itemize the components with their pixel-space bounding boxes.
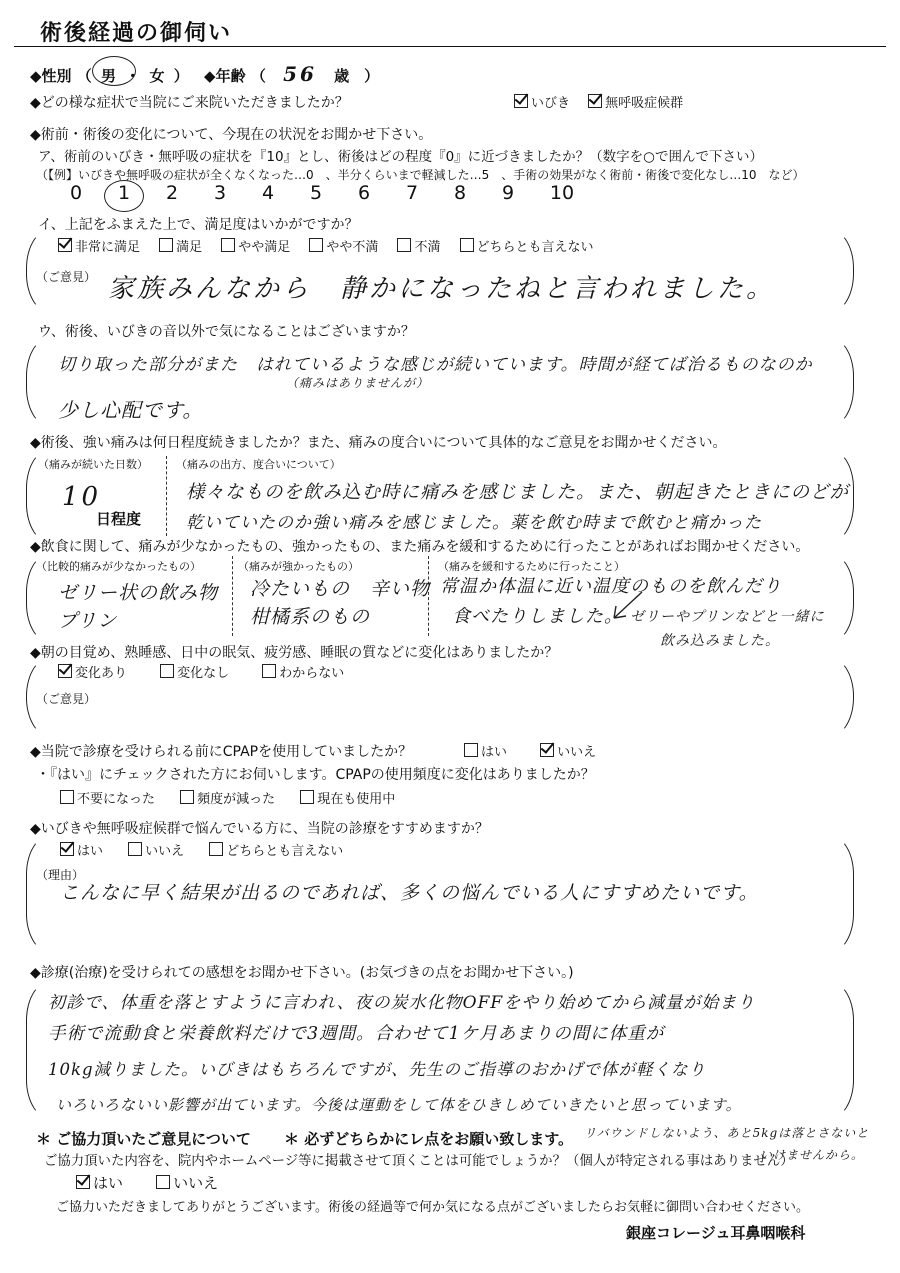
checkbox-icon bbox=[58, 664, 72, 678]
scale-8[interactable]: 8 bbox=[453, 182, 467, 204]
reason-text[interactable]: こんなに早く結果が出るのであれば、多くの悩んでいる人にすすめたいです。 bbox=[60, 882, 759, 904]
option-consent-yes[interactable]: はい bbox=[76, 1172, 123, 1193]
food-strong-line-2[interactable]: 柑橘系のもの bbox=[250, 606, 371, 628]
option-still-using[interactable]: 現在も使用中 bbox=[300, 788, 395, 807]
option-apnea[interactable]: 無呼吸症候群 bbox=[588, 92, 683, 111]
option-neutral[interactable]: どちらとも言えない bbox=[460, 236, 594, 255]
sleep-options bbox=[58, 662, 358, 681]
option-reduced[interactable]: 頻度が減った bbox=[180, 788, 275, 807]
impressions-line-2[interactable]: 手術で流動食と栄養飲料だけで3週間。合わせて1ケ月あまりの間に体重が bbox=[48, 1024, 665, 1044]
impressions-extra-2[interactable]: いけませんから。 bbox=[760, 1148, 865, 1162]
checkbox-icon bbox=[60, 790, 74, 804]
concerns-line-1[interactable]: 切り取った部分がまた はれているような感じが続いています。時間が経てば治るものなのか bbox=[58, 355, 813, 375]
opinion-label: （ご意見） bbox=[36, 270, 97, 284]
age-label: ◆年齢 bbox=[204, 67, 246, 85]
food-relief-line-3[interactable]: ゼリーやプリンなどと一緒に bbox=[630, 609, 825, 625]
option-snoring[interactable]: いびき bbox=[514, 92, 570, 111]
scale-selection-circle bbox=[104, 180, 144, 212]
pain-days-label: （痛みが続いた日数） bbox=[38, 458, 148, 471]
checkbox-icon bbox=[514, 94, 528, 108]
option-cpap-yes[interactable]: はい bbox=[464, 741, 507, 760]
sleep-opinion-label: （ご意見） bbox=[36, 692, 97, 706]
recommend-options bbox=[60, 840, 357, 859]
food-less-label: （比較的痛みが少なかったもの） bbox=[36, 560, 201, 573]
checkbox-icon bbox=[300, 790, 314, 804]
recommend-question: ◆いびきや無呼吸症候群で悩んでいる方に、当院の診療をすすめますか？ bbox=[30, 821, 489, 837]
checkbox-icon bbox=[540, 743, 554, 757]
impressions-line-3[interactable]: 10kg減りました。いびきはもちろんですが、先生のご指導のおかげで体が軽くなり bbox=[48, 1060, 707, 1079]
food-relief-line-4[interactable]: 飲み込みました。 bbox=[660, 633, 780, 649]
cpap-followup: ・『はい』にチェックされた方にお伺いします。CPAPの使用頻度に変化はありましたか？ bbox=[36, 767, 595, 783]
change-example: （【例】いびきや無呼吸の症状が全くなくなった…0 、半分くらいまで軽減した…5 、手術の効果がなく術前・術後で変化なし…10 など） bbox=[36, 168, 805, 182]
checkbox-icon bbox=[460, 238, 474, 252]
food-strong-label: （痛みが強かったもの） bbox=[238, 560, 359, 573]
option-no-longer-needed[interactable]: 不要になった bbox=[60, 788, 155, 807]
food-relief-line-2[interactable]: 食べたりしました。 bbox=[452, 606, 623, 627]
pain-divider bbox=[166, 456, 167, 536]
food-divider-1 bbox=[232, 556, 233, 636]
reason-label: （理由） bbox=[36, 868, 85, 882]
opinion-text[interactable]: 家族みんなから 静かになったねと言われました。 bbox=[108, 274, 776, 304]
cpap-question: ◆当院で診療を受けられる前にCPAPを使用していましたか？ bbox=[30, 744, 413, 760]
scale-7[interactable]: 7 bbox=[405, 182, 419, 204]
option-no-change[interactable]: 変化なし bbox=[160, 662, 229, 681]
scale-0[interactable]: 0 bbox=[69, 182, 83, 204]
impressions-line-1[interactable]: 初診で、体重を落とすように言われ、夜の炭水化物OFFをやり始めてから減量が始まり bbox=[48, 993, 756, 1013]
pain-detail-line-1[interactable]: 様々なものを飲み込む時に痛みを感じました。また、朝起きたときにのどが bbox=[186, 482, 850, 503]
gender-label: ◆性別 bbox=[30, 67, 72, 85]
food-strong-line-1[interactable]: 冷たいもの 辛い物 bbox=[250, 578, 431, 600]
checkbox-icon bbox=[58, 238, 72, 252]
checkbox-icon bbox=[76, 1175, 90, 1189]
satisfaction-question: イ、上記をふまえた上で、満足度はいかがですか？ bbox=[38, 217, 359, 233]
checkbox-icon bbox=[464, 743, 478, 757]
scale-4[interactable]: 4 bbox=[261, 182, 275, 204]
pain-days-unit: 日程度 bbox=[96, 510, 142, 528]
pain-detail-line-2[interactable]: 乾いていたのか強い痛みを感じました。薬を飲む時まで飲むと痛かった bbox=[186, 513, 762, 533]
option-dissatisfied[interactable]: 不満 bbox=[397, 236, 440, 255]
checkbox-icon bbox=[309, 238, 323, 252]
checkbox-icon bbox=[180, 790, 194, 804]
profile-row: ◆性別 （ 男 ・ 女 ） ◆年齢 （ 56 歳 ） bbox=[30, 62, 380, 86]
impressions-line-4[interactable]: いろいろないい影響が出ています。今後は運動をして体をひきしめていきたいと思っています。 bbox=[56, 1096, 742, 1114]
option-cpap-no[interactable]: いいえ bbox=[540, 741, 596, 760]
checkbox-icon bbox=[221, 238, 235, 252]
impressions-question: ◆診療(治療)を受けられての感想をお聞かせ下さい。(お気づきの点をお聞かせ下さい。) bbox=[30, 965, 574, 981]
option-somewhat-satisfied[interactable]: やや満足 bbox=[221, 236, 290, 255]
scale-3[interactable]: 3 bbox=[213, 182, 227, 204]
gender-female[interactable]: 女 bbox=[149, 67, 165, 85]
consent-header-1: ＊ ご協力頂いたご意見について bbox=[36, 1130, 251, 1148]
scale-9[interactable]: 9 bbox=[501, 182, 515, 204]
checkbox-icon bbox=[209, 842, 223, 856]
concerns-question: ウ、術後、いびきの音以外で気になることはございますか？ bbox=[38, 324, 415, 340]
cpap-followup-options bbox=[60, 788, 409, 807]
option-changed[interactable]: 変化あり bbox=[58, 662, 127, 681]
option-recommend-neutral[interactable]: どちらとも言えない bbox=[209, 840, 343, 859]
pain-days-value[interactable]: 10 bbox=[62, 482, 102, 512]
consent-header-2: ＊ 必ずどちらかにレ点をお願い致します。 bbox=[284, 1130, 574, 1148]
impressions-extra-1[interactable]: リバウンドしないよう、あと5kgは落とさないと bbox=[584, 1126, 870, 1140]
scale-2[interactable]: 2 bbox=[165, 182, 179, 204]
pain-detail-label: （痛みの出方、度合いについて） bbox=[176, 458, 341, 471]
age-unit: 歳 ） bbox=[334, 67, 380, 85]
age-value[interactable]: 56 bbox=[283, 62, 317, 86]
checkbox-icon bbox=[128, 842, 142, 856]
satisfaction-options bbox=[58, 236, 608, 255]
option-recommend-no[interactable]: いいえ bbox=[128, 840, 184, 859]
scale-1[interactable]: 1 bbox=[117, 182, 131, 204]
option-recommend-yes[interactable]: はい bbox=[60, 840, 103, 859]
scale-10[interactable]: 10 bbox=[549, 182, 575, 204]
option-somewhat-dissatisfied[interactable]: やや不満 bbox=[309, 236, 378, 255]
clinic-name: 銀座コレージュ耳鼻咽喉科 bbox=[626, 1224, 806, 1242]
food-relief-line-1[interactable]: 常温か体温に近い温度のものを飲んだり bbox=[440, 576, 782, 597]
scale-5[interactable]: 5 bbox=[309, 182, 323, 204]
checkbox-icon bbox=[588, 94, 602, 108]
thanks-message: ご協力いただきましてありがとうございます。術後の経過等で何か気になる点がございましたらお気軽に御問い合わせください。 bbox=[56, 1200, 809, 1215]
food-less-line-2[interactable]: プリン bbox=[58, 610, 118, 632]
option-consent-no[interactable]: いいえ bbox=[156, 1172, 218, 1193]
food-less-line-1[interactable]: ゼリー状の飲み物 bbox=[58, 582, 219, 604]
title-divider bbox=[14, 46, 886, 47]
page-title: 術後経過の御伺い bbox=[40, 21, 233, 46]
change-question: ◆術前・術後の変化について、今現在の状況をお聞かせ下さい。 bbox=[30, 127, 433, 143]
checkbox-icon bbox=[262, 664, 276, 678]
concerns-note: （痛みはありませんが） bbox=[286, 376, 430, 390]
option-unknown[interactable]: わからない bbox=[262, 662, 344, 681]
concerns-line-2[interactable]: 少し心配です。 bbox=[58, 398, 204, 422]
consent-options bbox=[76, 1172, 232, 1193]
gender-selection-circle bbox=[92, 56, 136, 86]
sleep-question: ◆朝の目覚め、熟睡感、日中の眠気、疲労感、睡眠の質などに変化はありましたか？ bbox=[30, 645, 559, 661]
checkbox-icon bbox=[160, 664, 174, 678]
checkbox-icon bbox=[397, 238, 411, 252]
checkbox-icon bbox=[159, 238, 173, 252]
change-sub-question: ア、術前のいびき・無呼吸の症状を『10』とし、術後はどの程度『0』に近づきましたか？（数字を○で囲んで下さい） bbox=[38, 149, 763, 165]
food-relief-label: （痛みを緩和するために行ったこと） bbox=[438, 560, 625, 573]
option-very-satisfied[interactable]: 非常に満足 bbox=[58, 236, 140, 255]
symptoms-question: ◆どの様な症状で当院にご来院いただきましたか？ bbox=[30, 95, 349, 111]
arrow-icon bbox=[606, 588, 646, 624]
pain-question: ◆術後、強い痛みは何日程度続きましたか？また、痛みの度合いについて具体的なご意見をお聞かせください。 bbox=[30, 435, 727, 451]
cpap-options bbox=[464, 741, 610, 760]
symptoms-options bbox=[514, 92, 697, 111]
gender-male[interactable]: 男 bbox=[101, 67, 117, 85]
consent-question: ご協力頂いた内容を、院内やホームページ等に掲載させて頂くことは可能でしょうか？（個人が特定される事はありません） bbox=[44, 1154, 794, 1169]
checkbox-icon bbox=[60, 842, 74, 856]
checkbox-icon bbox=[156, 1175, 170, 1189]
food-question: ◆飲食に関して、痛みが少なかったもの、強かったもの、また痛みを緩和するために行ったことがあればお聞かせください。 bbox=[30, 539, 810, 555]
option-satisfied[interactable]: 満足 bbox=[159, 236, 202, 255]
scale-6[interactable]: 6 bbox=[357, 182, 371, 204]
